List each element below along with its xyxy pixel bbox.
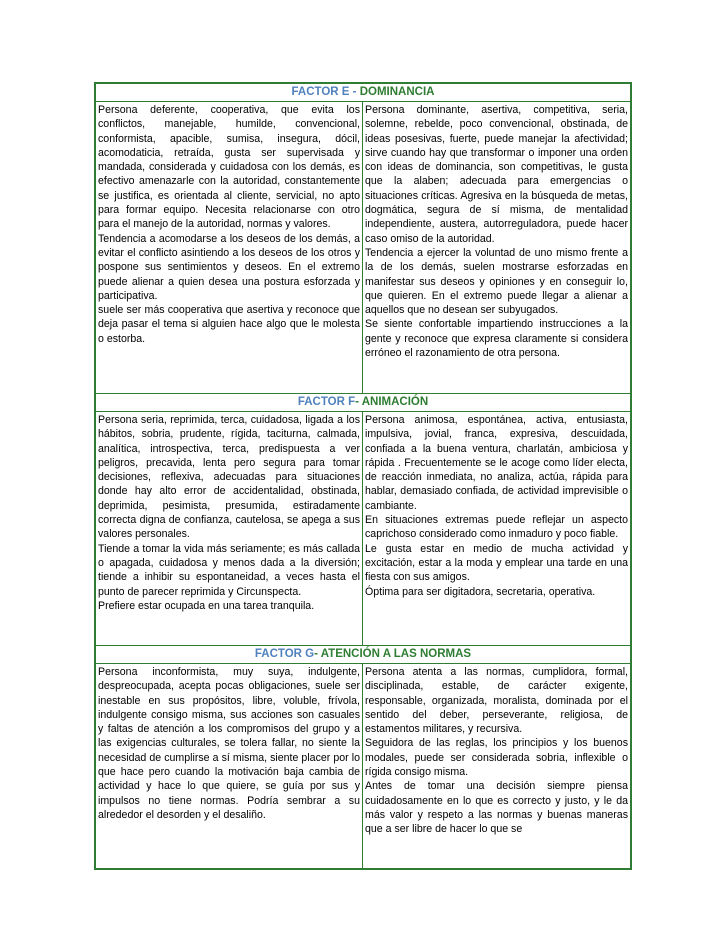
paragraph: Tiende a tomar la vida más seriamente; es más callada o apagada, cuidadosa y menos dada a la diversión; tiende a inhibir su espontaneidad, a veces hasta el punto de parecer reprimida y Circunspecta. — [98, 542, 360, 598]
factor-separator: - — [355, 396, 362, 408]
paragraph: Prefiere estar ocupada en una tarea tranquila. — [98, 599, 315, 612]
factor-table — [94, 82, 632, 870]
factor-g-row — [96, 664, 630, 870]
factor-code: FACTOR E — [291, 86, 350, 98]
factor-f-block — [96, 394, 630, 646]
paragraph: Antes de tomar una decisión siempre piensa cuidadosamente en lo que es correcto y justo, y le da más valor y respeto a las normas y buenas maneras que a ser libre de hacer lo que se — [365, 780, 628, 836]
factor-name: DOMINANCIA — [359, 86, 435, 98]
paragraph: suele ser más cooperativa que asertiva y reconoce que deja pasar el tema si alguien hace algo que le molesta o estorba. — [98, 304, 360, 345]
paragraph: Persona animosa, espontánea, activa, entusiasta, impulsiva, jovial, franca, expresiva, descuidada, confiada a la buena ventura, charlatán, ambiciosa y rápida . Frecuentemente se le acoge como líder electa, de reacción inmediata, no analiza, actúa, rápida para hablar, demasiado confiada, de actividad imprevisible o cambiante. — [365, 414, 628, 512]
factor-g-header — [96, 646, 630, 664]
factor-f-row — [96, 412, 630, 645]
factor-separator: - — [314, 648, 321, 660]
paragraph: Seguidora de las reglas, los principios y los buenos modales, puede ser considerada sobria, inflexible o rígida consigo misma. — [365, 737, 628, 779]
paragraph: Óptima para ser digitadora, secretaria, operativa. — [365, 585, 596, 598]
factor-e-block — [96, 84, 630, 394]
factor-f-header — [96, 394, 630, 412]
paragraph: Tendencia a acomodarse a los deseos de los demás, a evitar el conflicto asintiendo a los deseos de los otros y pospone sus sentimientos y deseos. En el extremo puede alienar a quien desea una postura esforzada y participativa. — [98, 232, 360, 302]
paragraph: Persona seria, reprimida, terca, cuidadosa, ligada a los hábitos, sobria, prudente, rígida, taciturna, calmada, analítica, introspectiva, terca, predispuesta a ver peligros, precavida, lenta pero segura para tomar decisiones, reflexiva, adecuadas para situaciones donde hay alto error de accidentalidad, obstinada, deprimida, pesimista, presumida, estiradamente correcta digna de confianza, cautelosa, se apega a sus valores personales. — [98, 414, 360, 541]
factor-g-high-description — [363, 664, 630, 870]
paragraph: Persona deferente, cooperativa, que evita los conflictos, manejable, humilde, convencional, conformista, apacible, sumisa, insegura, dócil, acomodaticia, retraída, gusta ser supervisada y mandada, considerada y cuidadosa con los demás, es efectivo amenazarle con la autoridad, constantemente se justifica, es orientada al cliente, servicial, no apto para formar equipo. Necesita relacionarse con otro para el manejo de la autoridad, normas y valores. — [98, 104, 360, 231]
paragraph: Tendencia a ejercer la voluntad de uno mismo frente a la de los demás, suelen mostrarse esforzadas en manifestar sus deseos y opiniones y en conseguir lo, que quieren. En el extremo puede llegar a alienar a aquellos que no desean ser subyugados. — [365, 246, 628, 317]
paragraph: Persona atenta a las normas, cumplidora, formal, disciplinada, estable, de carácter exigente, responsable, organizada, moralista, dominada por el sentido del deber, perseverante, religiosa, de estamentos militares, y recursiva. — [365, 666, 628, 736]
factor-separator: - — [349, 86, 360, 98]
factor-name: ANIMACIÓN — [361, 396, 429, 408]
factor-e-row — [96, 102, 630, 393]
factor-e-low-description — [96, 102, 363, 393]
paragraph: Le gusta estar en medio de mucha actividad y excitación, estar a la moda y emplear una tarde en una fiesta con sus amigos. — [365, 542, 628, 584]
factor-g-low-description — [96, 664, 363, 870]
paragraph: En situaciones extremas puede reflejar un aspecto caprichoso considerado como inmaduro y poco fiable. — [365, 514, 628, 541]
factor-f-high-description — [363, 412, 630, 645]
factor-code: FACTOR G — [254, 648, 315, 660]
factor-e-header — [96, 84, 630, 102]
paragraph: Se siente confortable impartiendo instrucciones a la gente y reconoce que expresa claramente si considera erróneo el razonamiento de otra persona. — [365, 318, 628, 360]
factor-e-high-description — [363, 102, 630, 393]
paragraph: Persona dominante, asertiva, competitiva, seria, solemne, rebelde, poco convencional, obstinada, de ideas posesivas, fuerte, puede manejar la afectividad; sirve cuando hay que transformar o imponer una orden con ideas de dominancia, son competitivas, le gusta que la alaben; adecuada para emergencias o situaciones críticas. Agresiva en la búsqueda de metas, dogmática, segura de sí misma, de mentalidad independiente, austera, autorreguladora, puede hacer caso omiso de la autoridad. — [365, 104, 628, 245]
factor-code: FACTOR F — [297, 396, 356, 408]
factor-name: ATENCIÓN A LAS NORMAS — [320, 648, 472, 660]
factor-f-low-description — [96, 412, 363, 645]
factor-g-block — [96, 646, 630, 870]
paragraph: Persona inconformista, muy suya, indulgente, despreocupada, acepta pocas obligaciones, suele ser inestable en sus propósitos, libre, voluble, frívola, indulgente consigo misma, sus acciones son casuales y faltas de atención a los compromisos del grupo y a las exigencias culturales, se tolera fallar, no siente la necesidad de cumplirse a sí misma, siente placer por lo que hace pero cuando la motivación baja cambia de actividad y hace lo que quiere, se guía por sus y impulsos no tiene normas. Podría sembrar a su alrededor el desorden y el desaliño. — [98, 666, 360, 821]
